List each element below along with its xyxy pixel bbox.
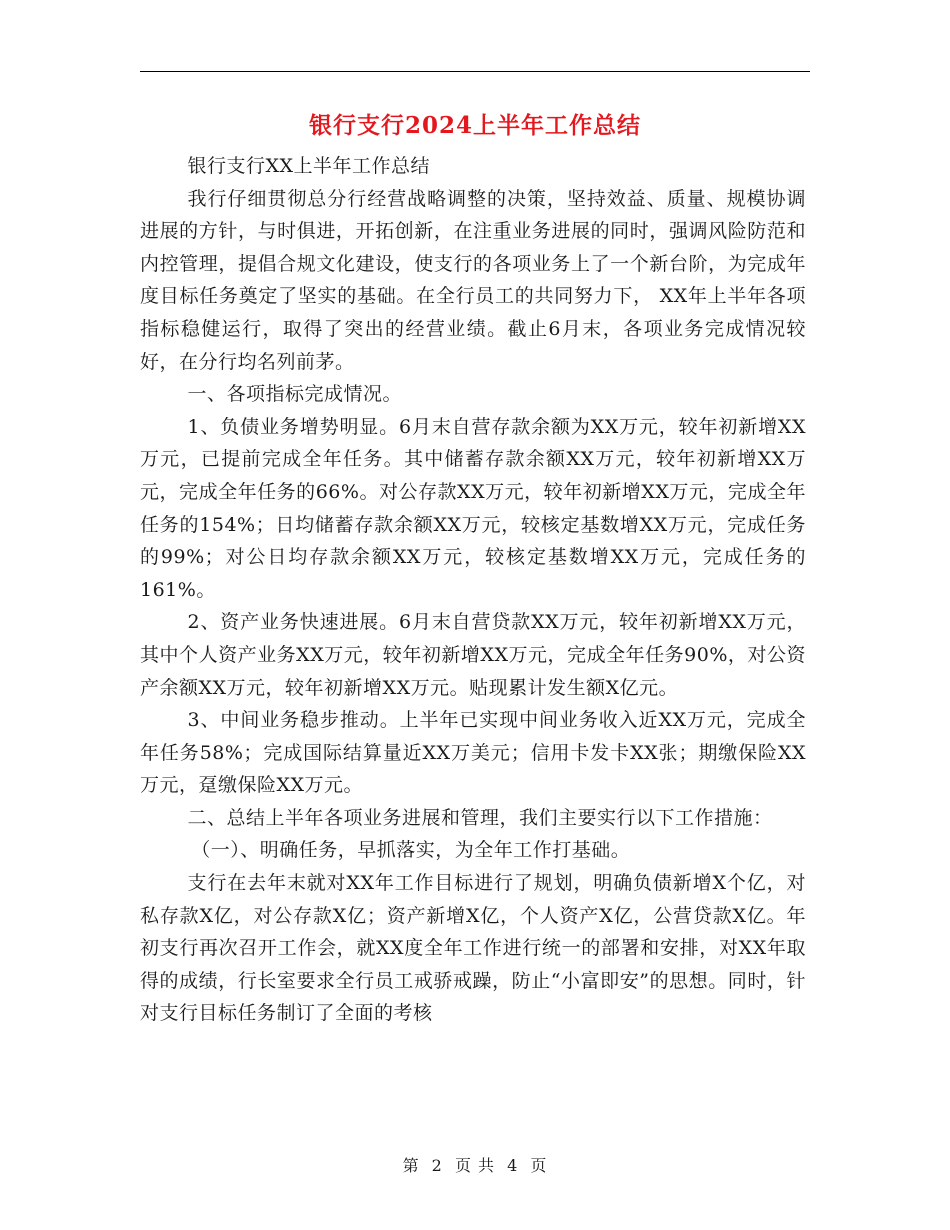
page-total: 4	[507, 1156, 519, 1175]
paragraph-liabilities: 1、负债业务增势明显。6月末自营存款余额为XX万元，较年初新增XX万元，已提前完成全年任务。其中储蓄存款余额XX万元，较年初新增XX万元，完成全年任务的66%。对公存款XX万元，较年初新增XX万元，完成全年任务的154%；日均储蓄存款余额XX万元，较核定基数增XX万元，完成任务的99%；对公日均存款余额XX万元，较核定基数增XX万元，完成任务的161%。	[140, 415, 806, 601]
document-title: 银行支行2024上半年工作总结	[308, 112, 641, 139]
paragraph-intermediate: 3、中间业务稳步推动。上半年已实现中间业务收入近XX万元，完成全年任务58%；完成国际结算量近XX万美元；信用卡发卡XX张；期缴保险XX万元，趸缴保险XX万元。	[140, 709, 806, 797]
page-label-suffix: 页	[530, 1156, 548, 1175]
page-label-prefix: 第	[402, 1156, 420, 1175]
page-label-mid: 页 共	[454, 1156, 496, 1175]
page-footer	[0, 1153, 950, 1176]
subsection-heading-1: （一）、明确任务，早抓落实，为全年工作打基础。	[191, 839, 631, 862]
paragraph-intro: 我行仔细贯彻总分行经营战略调整的决策，坚持效益、质量、规模协调进展的方针，与时俱进，开拓创新，在注重业务进展的同时，强调风险防范和内控管理，提倡合规文化建设，使支行的各项业务上了一个新台阶，为完成年度目标任务奠定了坚实的基础。在全行员工的共同努力下， XX年上半年各项指标稳健运行，取得了突出的经营业绩。截止6月末，各项业务完成情况较好，在分行均名列前茅。	[140, 187, 806, 373]
section-heading-1: 一、各项指标完成情况。	[187, 383, 403, 406]
header-rule	[140, 71, 810, 72]
page-current: 2	[431, 1156, 443, 1175]
paragraph-assets: 2、资产业务快速进展。6月末自营贷款XX万元，较年初新增XX万元，其中个人资产业务XX万元，较年初新增XX万元，完成全年任务90%，对公资产余额XX万元，较年初新增XX万元。贴现累计发生额X亿元。	[140, 611, 806, 699]
paragraph-subtitle: 银行支行XX上半年工作总结	[187, 155, 431, 177]
section-heading-2: 二、总结上半年各项业务进展和管理，我们主要实行以下工作措施：	[187, 806, 773, 829]
document-body	[140, 150, 806, 1030]
paragraph-planning: 支行在去年末就对XX年工作目标进行了规划，明确负债新增X个亿，对私存款X亿，对公存款X亿；资产新增X亿，个人资产X亿，公营贷款X亿。年初支行再次召开工作会，就XX度全年工作进行统一的部署和安排，对XX年取得的成绩，行长室要求全行员工戒骄戒躁，防止“小富即安”的思想。同时，针对支行目标任务制订了全面的考核	[140, 872, 806, 1025]
